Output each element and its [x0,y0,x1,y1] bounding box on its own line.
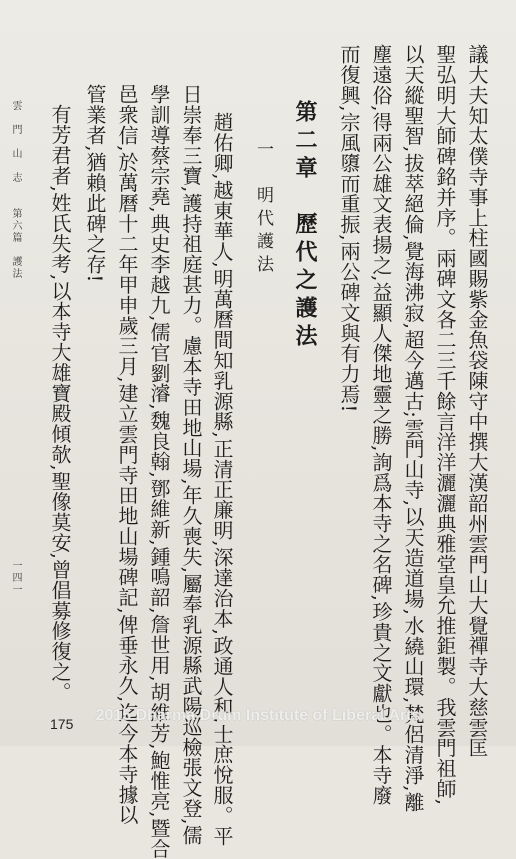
text-column: 有芳君者,姓氏失考,以本寺大雄寶殿傾欹,聖像莫安,曾倡募修復之。 [48,104,72,703]
chapter-heading: 第二章 歷代之護法 [292,100,318,352]
text-column: 日崇奉三寶,護持祖庭甚力。慮本寺田地山場,年久喪失,屬奉乳源縣武陽巡檢張文登,儒 [179,84,203,846]
text-column: 邑衆信,於萬曆十二年甲申歲三月,建立雲門寺田地山場碑記,俾垂永久,迄今本寺據以 [115,84,139,826]
text-column: 以天縱聖智,拔萃絕倫,覺海沸寂,超今邁古;雲門山寺,以天造道場,水繞山環,梵侶清淨,離 [401,44,425,813]
section-heading: 一 明代護法 [253,140,273,278]
running-title: 雲 門 山 志 第六篇 護法 [10,100,21,280]
text-column: 趙佑卿,越東華人,明萬曆間知乳源縣,正清正廉明,深達治本,政通人和,士庶悅服。平 [210,112,234,847]
text-column: 而復興,宗風隳而重振,兩公碑文與有力焉! [337,44,361,413]
folio-number: 一四一 [10,560,21,596]
watermark: 2015 Dharma Drum Institute of Liberal Arts [95,707,421,724]
text-column: 學訓導蔡宗堯,典史李越九,儒官劉濬,魏良翰,鄧維新,鍾鳴韶,詹世用,胡維芳,鮑惟亮,暨合 [147,84,171,859]
text-column: 聖弘明大師碑銘并序。兩碑文各二三千餘言洋洋灑灑典雅堂皇允推鉅製。我雲門祖師, [433,44,457,806]
text-column: 管業者,猶賴此碑之存! [83,84,107,283]
text-column: 塵遠俗,得兩公雄文表揚之,益顯人傑地靈之勝,詢爲本寺之名碑,珍貴之文獻也。本寺廢 [369,44,393,806]
page-number: 175 [50,716,74,732]
text-column: 議大夫知太僕寺事上柱國賜紫金魚袋陳守中撰大漢韶州雲門山大覺禪寺大慈雲匡 [465,44,489,758]
